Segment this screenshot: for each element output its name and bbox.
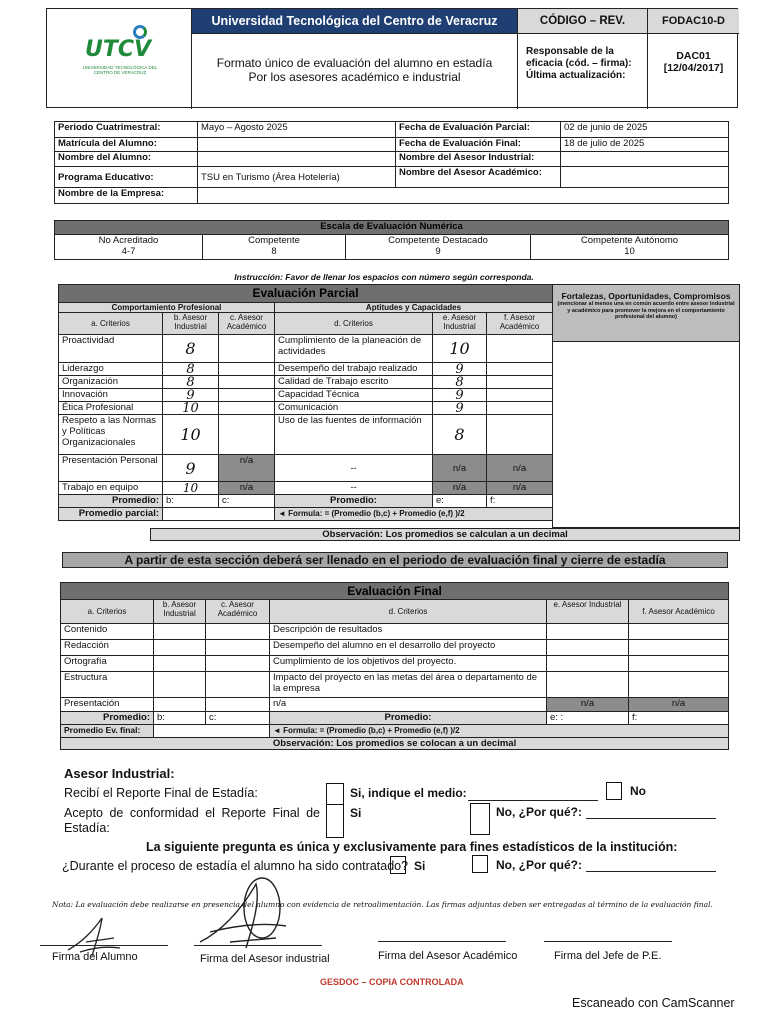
score-b[interactable]: 10 [163,415,219,455]
matricula-value[interactable] [198,138,396,152]
format-title-line-1: Formato único de evaluación del alumno en estadía [216,56,493,70]
score-f[interactable] [487,335,553,363]
empresa-value[interactable] [198,188,729,204]
fortalezas-header [553,285,739,342]
format-title-line-2: Por los asesores académico e industrial [248,70,461,84]
promedio-parcial-label: Promedio parcial: [59,508,163,521]
promedio-label-right: Promedio: [270,712,547,725]
promedio-final-label: Promedio Ev. final: [61,725,154,738]
format-title [192,33,517,109]
scale-title: Escala de Evaluación Numérica [55,221,729,235]
score-c[interactable] [219,389,275,402]
col-a-header: a. Criterios [61,600,154,624]
fortalezas-title: Fortalezas, Oportunidades, Compromisos [561,291,731,301]
criterio-cell: Impacto del proyecto en las metas del área o departamento de la empresa [270,672,547,698]
final-title: Evaluación Final [61,583,729,600]
parcial-title: Evaluación Parcial [59,285,553,303]
col-b-header: b. Asesor Industrial [154,600,206,624]
instruction: Instrucción: Favor de llenar los espacios con número según corresponda. [234,272,534,282]
score-b[interactable]: 8 [163,376,219,389]
score-c[interactable] [206,698,270,712]
firma-alumno-label: Firma del Alumno [52,951,138,963]
parcial-table [58,284,553,521]
last-update-date: [12/04/2017] [663,62,724,74]
criterio-cell: Presentación [61,698,154,712]
final-observacion: Observación: Los promedios se colocan a un decimal [61,738,729,750]
criterio-cell: n/a [270,698,547,712]
score-f[interactable] [629,640,729,656]
codigo-label: CÓDIGO – REV. [517,9,647,33]
scale-label: Competente Destacado [388,235,488,246]
asesor-academico-label: Nombre del Asesor Académico: [396,167,561,188]
score-f[interactable] [487,402,553,415]
score-f[interactable] [629,624,729,640]
no-porque-label: No, ¿Por qué?: [496,805,582,819]
checkbox-contratado-si[interactable] [390,856,406,874]
col-b-header: b. Asesor Industrial [163,313,219,335]
no-porque-line[interactable] [586,818,716,819]
criterio-cell: Capacidad Técnica [275,389,433,402]
promedio-f[interactable]: f: [629,712,729,725]
promedio-b[interactable]: b: [163,495,219,508]
score-b[interactable]: 8 [163,363,219,376]
q-recibi: Recibí el Reporte Final de Estadía: [64,786,258,800]
firma-jefe-label: Firma del Jefe de P.E. [554,950,662,962]
criterio-cell: Desempeño del alumno en el desarrollo del proyecto [270,640,547,656]
col-d-header: d. Criterios [270,600,547,624]
col-c-header: c. Asesor Académico [206,600,270,624]
header-block [46,8,738,108]
scale-label: No Acreditado [98,235,159,246]
scale-item [55,235,203,260]
scale-label: Competente [248,235,300,246]
scale-table [54,220,729,260]
scale-value: 9 [435,246,441,257]
score-e[interactable] [547,672,629,698]
periodo-value: Mayo – Agosto 2025 [198,122,396,138]
score-b[interactable]: 9 [163,389,219,402]
matricula-label: Matrícula del Alumno: [55,138,198,152]
scale-value: 10 [624,246,635,257]
si-medio-line[interactable] [468,800,598,801]
criterio-cell: Desempeño del trabajo realizado [275,363,433,376]
nombre-alumno-label: Nombre del Alumno: [55,152,198,167]
score-e[interactable]: 10 [433,335,487,363]
score-e[interactable]: 9 [433,363,487,376]
criterio-cell: Presentación Personal [59,455,163,482]
criterio-cell: Ética Profesional [59,402,163,415]
score-f[interactable] [487,415,553,455]
promedio-f[interactable]: f: [487,495,553,508]
score-c[interactable] [219,376,275,389]
criterio-cell: Liderazgo [59,363,163,376]
fortalezas-box [552,284,740,528]
gesdoc-label: GESDOC – COPIA CONTROLADA [320,977,464,987]
no-label: No [630,784,646,798]
nota: Nota: La evaluación debe realizarse en presencia del alumno con evidencia de retroalimentación. Las firmas adjuntas deben ser entregadas al término de la evaluación final. [52,900,713,909]
criterio-cell: Calidad de Trabajo escrito [275,376,433,389]
firma-academico-label: Firma del Asesor Académico [378,950,518,962]
asesor-title: Asesor Industrial: [64,766,175,781]
checkbox-si[interactable] [326,804,344,838]
score-e[interactable]: 9 [433,389,487,402]
na-cell: n/a [547,698,629,712]
contratado-si-label: Si [414,859,426,873]
logo [47,9,192,109]
na-cell: n/a [219,455,275,482]
formula: ◄ Formula: = (Promedio (b,c) + Promedio (e,f) )/2 [275,508,553,521]
score-f[interactable] [487,363,553,376]
codigo-value: FODAC10-D [647,9,739,33]
score-e[interactable] [547,624,629,640]
fortalezas-note: (mencionar al menos una en común acuerdo entre asesor industrial y académico para promover la mejora en el comportamiento profesional del alumno) [557,301,735,320]
score-c[interactable] [219,363,275,376]
score-b[interactable] [154,656,206,672]
contratado-no-label: No, ¿Por qué?: [496,858,582,872]
firma-line-alumno [40,945,168,946]
score-b[interactable]: 10 [163,482,219,495]
criterio-cell: Organización [59,376,163,389]
col-f-header: f. Asesor Académico [629,600,729,624]
score-f[interactable] [629,672,729,698]
programa-label: Programa Educativo: [55,167,198,188]
na-cell: n/a [219,482,275,495]
promedio-b[interactable]: b: [154,712,206,725]
score-c[interactable] [219,335,275,363]
criterio-cell: Contenido [61,624,154,640]
score-b[interactable]: 10 [163,402,219,415]
criterio-cell: Redacción [61,640,154,656]
scale-item [346,235,531,260]
col-c-header: c. Asesor Académico [219,313,275,335]
checkbox-si-medio[interactable] [326,783,344,805]
score-c[interactable] [206,640,270,656]
promedio-c[interactable]: c: [219,495,275,508]
score-f[interactable] [487,389,553,402]
promedio-c[interactable]: c: [206,712,270,725]
criterio-cell: Respeto a las Normas y Políticas Organizacionales [59,415,163,455]
logo-emblem [133,25,147,39]
criterio-cell: Cumplimiento de los objetivos del proyecto. [270,656,547,672]
score-e[interactable]: 9 [433,402,487,415]
scale-item [203,235,346,260]
periodo-label: Periodo Cuatrimestral: [55,122,198,138]
score-b[interactable]: 9 [163,455,219,482]
section-banner: A partir de esta sección deberá ser llenado en el periodo de evaluación final y cierre de estadía [62,552,728,568]
col-d-header: d. Criterios [275,313,433,335]
na-cell: n/a [487,455,553,482]
firma-line-academico [378,941,506,942]
col-a-header: a. Criterios [59,313,163,335]
fortalezas-content[interactable] [553,342,739,534]
criterio-cell: Trabajo en equipo [59,482,163,495]
criterio-cell: Ortografía [61,656,154,672]
score-c[interactable] [219,415,275,455]
aptitudes-header: Aptitudes y Capacidades [275,303,553,313]
university-title: Universidad Tecnológica del Centro de Veracruz [192,9,517,33]
na-cell: n/a [433,455,487,482]
criterio-cell: Uso de las fuentes de información [275,415,433,455]
q-contratado: ¿Durante el proceso de estadía el alumno ha sido contratado? [62,859,409,873]
score-c[interactable] [206,624,270,640]
promedio-label: Promedio: [59,495,163,508]
criterio-cell: Descripción de resultados [270,624,547,640]
q-acepto: Acepto de conformidad el Reporte Final de Estadía: [64,806,320,835]
score-b[interactable] [154,640,206,656]
score-e[interactable] [547,640,629,656]
score-b[interactable]: 8 [163,335,219,363]
responsable-code: DAC01 [676,50,711,62]
stats-note: La siguiente pregunta es única y exclusivamente para fines estadísticos de la institución: [146,840,678,854]
promedio-label: Promedio: [61,712,154,725]
dash-cell: -- [275,455,433,482]
fecha-final-label: Fecha de Evaluación Final: [396,138,561,152]
score-e[interactable]: 8 [433,376,487,389]
asesor-industrial-label: Nombre del Asesor Industrial: [396,152,561,167]
scale-item [531,235,729,260]
formula: ◄ Formula: = (Promedio (b,c) + Promedio (e,f) )/2 [270,725,729,738]
checkbox-no[interactable] [606,782,622,800]
criterio-cell: Innovación [59,389,163,402]
contratado-no-line[interactable] [586,871,716,872]
logo-subtitle: UNIVERSIDAD TECNOLÓGICA DEL CENTRO DE VERACRUZ [82,65,158,75]
checkbox-no-porque[interactable] [470,803,490,835]
checkbox-contratado-no[interactable] [472,855,488,873]
col-e-header: e. Asesor Industrial [547,600,629,624]
fecha-parcial-value: 02 de junio de 2025 [561,122,729,138]
si-medio-label: Si, indique el medio: [350,786,467,800]
si-label: Si [350,806,362,820]
final-table [60,582,729,750]
nombre-alumno-value[interactable] [198,152,396,167]
na-cell: n/a [487,482,553,495]
responsable-label: Responsable de la eficacia (cód. – firma): Última actualización: [517,33,647,109]
fecha-parcial-label: Fecha de Evaluación Parcial: [396,122,561,138]
asesor-industrial-value[interactable] [561,152,729,167]
comp-prof-header: Comportamiento Profesional [59,303,275,313]
firma-line-industrial [194,945,322,946]
promedio-e[interactable]: e: : [547,712,629,725]
score-c[interactable] [206,672,270,698]
promedio-parcial-value[interactable] [163,508,275,521]
asesor-academico-value[interactable] [561,167,729,188]
na-cell: n/a [433,482,487,495]
fecha-final-value: 18 de julio de 2025 [561,138,729,152]
score-f[interactable] [487,376,553,389]
score-e[interactable]: 8 [433,415,487,455]
firma-industrial-label: Firma del Asesor industrial [200,953,330,965]
criterio-cell: Estructura [61,672,154,698]
score-c[interactable] [219,402,275,415]
score-b[interactable] [154,672,206,698]
score-b[interactable] [154,698,206,712]
promedio-e[interactable]: e: [433,495,487,508]
logo-wordmark: UTCV [85,37,152,62]
score-c[interactable] [206,656,270,672]
criterio-cell: Comunicación [275,402,433,415]
promedio-label-right: Promedio: [275,495,433,508]
info-table [54,121,729,204]
col-f-header: f. Asesor Académico [487,313,553,335]
firma-line-jefe [544,941,672,942]
scanner-watermark: Escaneado con CamScanner [572,996,735,1010]
programa-value: TSU en Turismo (Área Hotelería) [198,167,396,188]
scale-value: 8 [271,246,277,257]
scale-value: 4-7 [121,246,136,257]
criterio-cell: Proactividad [59,335,163,363]
dash-cell: -- [275,482,433,495]
scale-label: Competente Autónomo [580,235,679,246]
promedio-final-value[interactable] [154,725,270,738]
responsable-value [647,33,739,109]
score-e[interactable] [547,656,629,672]
parcial-observacion: Observación: Los promedios se calculan a un decimal [150,528,740,541]
empresa-label: Nombre de la Empresa: [55,188,198,204]
criterio-cell: Cumplimiento de la planeación de actividades [275,335,433,363]
col-e-header: e. Asesor Industrial [433,313,487,335]
score-f[interactable] [629,656,729,672]
na-cell: n/a [629,698,729,712]
score-b[interactable] [154,624,206,640]
